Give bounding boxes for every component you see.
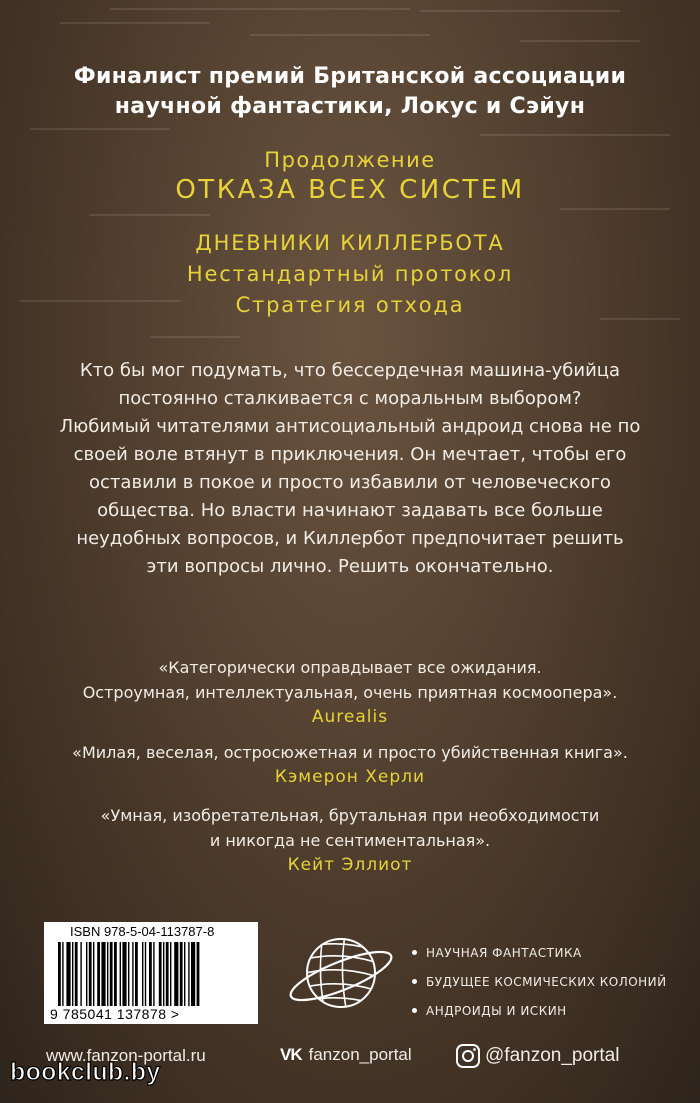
continuation-label: Продолжение [264, 148, 436, 172]
description-line: своей воле втянут в приключения. Он мечтает, чтобы его [73, 444, 627, 465]
barcode-bar [120, 942, 121, 1006]
bullet-icon [412, 1008, 417, 1013]
series-title: ДНЕВНИКИ КИЛЛЕРБОТА [195, 231, 505, 255]
quote-author: Кэмерон Херли [274, 767, 426, 787]
vk-link[interactable] [280, 1045, 412, 1065]
barcode-bar [197, 942, 200, 1006]
barcode-bar [80, 942, 81, 1006]
barcode-bar [128, 942, 129, 1006]
vk-handle: fanzon_portal [308, 1045, 412, 1064]
description-line: Кто бы мог подумать, что бессердечная машина-убийца [79, 360, 621, 381]
barcode-bar [110, 942, 113, 1006]
instagram-icon [455, 1043, 481, 1069]
barcode-bar [149, 942, 152, 1006]
genre-list [412, 938, 667, 1025]
scanline [90, 214, 210, 216]
barcode-bar [145, 942, 146, 1006]
planet-icon [286, 918, 396, 1028]
barcode-bar [184, 942, 185, 1006]
quote-author: Кейт Эллиот [287, 855, 413, 875]
book-description [0, 357, 700, 581]
scanline [560, 208, 670, 210]
barcode-bar [191, 942, 195, 1006]
barcode-bar [135, 942, 138, 1006]
barcode-bar [58, 942, 61, 1006]
description-line: эти вопросы лично. Решить окончательно. [146, 556, 554, 577]
review-quote [0, 740, 700, 790]
barcode-bar [170, 942, 171, 1006]
barcode-bar [142, 942, 143, 1006]
barcode-digits: 9 785041 137878 > [50, 1006, 180, 1022]
description-line: общества. Но власти начинают задавать все больше [97, 500, 603, 521]
genre-item [412, 996, 667, 1025]
genre-label: НАУЧНАЯ ФАНТАСТИКА [426, 945, 582, 960]
award-text [0, 62, 700, 122]
barcode-bar [174, 942, 178, 1006]
scanline [60, 22, 210, 24]
barcode-bar [66, 942, 70, 1006]
scanline [110, 8, 410, 10]
genre-item [412, 967, 667, 996]
barcode-bar [132, 942, 133, 1006]
series-title: Стратегия отхода [235, 293, 465, 317]
barcode-bar [188, 942, 189, 1006]
barcode-bar [93, 942, 94, 1006]
scanline [150, 336, 240, 338]
description-line: постоянно сталкивается с моральным выбором? [118, 388, 582, 409]
watermark: bookclub.by [10, 1058, 161, 1086]
bullet-icon [412, 979, 417, 984]
quote-author: Aurealis [311, 707, 389, 727]
barcode-bar [114, 942, 117, 1006]
continuation-title: ОТКАЗА ВСЕХ СИСТЕМ [175, 175, 525, 205]
isbn-text: ISBN 978-5-04-113787-8 [70, 924, 215, 939]
website-link[interactable]: www.fanzon-portal.ru [46, 1046, 206, 1065]
quote-line: «Категорически оправдывает все ожидания. [158, 658, 542, 677]
description-line: Любимый читателями антисоциальный андроид снова не по [59, 416, 641, 437]
barcode-bar [72, 942, 73, 1006]
quote-line: «Милая, веселая, остросюжетная и просто убийственная книга». [72, 743, 628, 762]
barcode-bar [163, 942, 164, 1006]
barcode-bar [153, 942, 154, 1006]
barcode-bars [58, 942, 248, 1006]
description-line: оставили в покое и просто избавили от человеческого [89, 472, 611, 493]
series-title: Нестандартный протокол [186, 262, 514, 286]
barcode-bar [62, 942, 63, 1006]
award-line: Финалист премий Британской ассоциации [73, 64, 627, 89]
genre-item [412, 938, 667, 967]
barcode-bar [166, 942, 169, 1006]
scanline [250, 34, 430, 36]
scanline [480, 134, 670, 136]
review-quote [0, 655, 700, 730]
barcode-bar [89, 942, 92, 1006]
quote-line: Остроумная, интеллектуальная, очень приятная космоопера». [82, 683, 618, 702]
scanline [420, 10, 620, 12]
scanline [520, 40, 640, 42]
barcode-bar [180, 942, 183, 1006]
vk-icon: VK [280, 1045, 302, 1064]
review-quote [0, 803, 700, 878]
bullet-icon [412, 950, 417, 955]
instagram-link[interactable] [455, 1043, 619, 1069]
award-line: научной фантастики, Локус и Сэйун [114, 94, 586, 119]
barcode-bar [97, 942, 100, 1006]
genre-label: АНДРОИДЫ И ИСКИН [426, 1003, 567, 1018]
barcode-bar [86, 942, 87, 1006]
quote-line: и никогда не сентиментальная». [209, 831, 491, 850]
barcode-bar [75, 942, 78, 1006]
description-line: неудобных вопросов, и Киллербот предпочитает решить [76, 528, 624, 549]
barcode-bar [101, 942, 105, 1006]
series-list [0, 228, 700, 321]
barcode-bar [159, 942, 162, 1006]
scanline [30, 128, 170, 130]
barcode-bar [107, 942, 108, 1006]
quote-line: «Умная, изобретательная, брутальная при необходимости [100, 806, 600, 825]
genre-label: БУДУЩЕЕ КОСМИЧЕСКИХ КОЛОНИЙ [426, 974, 667, 989]
barcode [44, 922, 258, 1024]
instagram-handle: @fanzon_portal [485, 1045, 620, 1066]
barcode-bar [122, 942, 126, 1006]
